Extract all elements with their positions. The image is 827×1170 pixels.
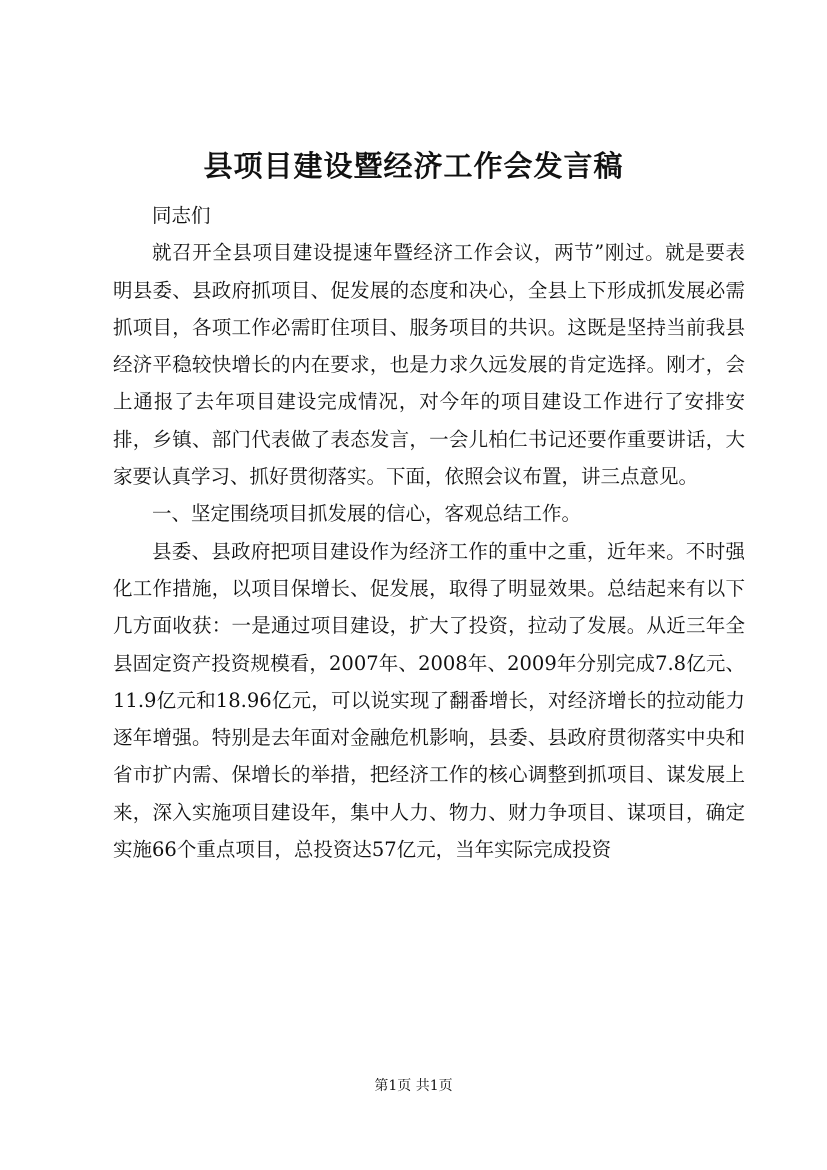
document-body <box>113 197 745 868</box>
page-footer: 第1页 共1页 <box>374 1078 453 1094</box>
summary-paragraph: 县委、县政府把项目建设作为经济工作的重中之重，近年来。不时强化工作措施，以项目保增长、促发展，取得了明显效果。总结起来有以下几方面收获：一是通过项目建设，扩大了投资，拉动了发展。从近三年全县固定资产投资规模看，2007年、2008年、2009年分别完成7.8亿元、11.9亿元和18.96亿元，可以说实现了翻番增长，对经济增长的拉动能力逐年增强。特别是去年面对金融危机影响，县委、县政府贯彻落实中央和省市扩内需、保增长的举措，把经济工作的核心调整到抓项目、谋发展上来，深入实施项目建设年，集中人力、物力、财力争项目、谋项目，确定实施66个重点项目，总投资达57亿元，当年实际完成投资 <box>113 539 745 862</box>
opening-paragraph: 就召开全县项目建设提速年暨经济工作会议，两节”刚过。就是要表明县委、县政府抓项目、促发展的态度和决心，全县上下形成抓发展必需抓项目，各项工作必需盯住项目、服务项目的共识。这既是坚持当前我县经济平稳较快增长的内在要求，也是力求久远发展的肯定选择。刚才，会上通报了去年项目建设完成情况，对今年的项目建设工作进行了安排安排，乡镇、部门代表做了表态发言，一会儿柏仁书记还要作重要讲话，大家要认真学习、抓好贯彻落实。下面，依照会议布置，讲三点意见。 <box>113 241 745 489</box>
document-title: 县项目建设暨经济工作会发言稿 <box>203 149 624 183</box>
salutation-paragraph: 同志们 <box>152 204 211 227</box>
section-heading-paragraph: 一、坚定围绕项目抓发展的信心，客观总结工作。 <box>152 502 582 526</box>
